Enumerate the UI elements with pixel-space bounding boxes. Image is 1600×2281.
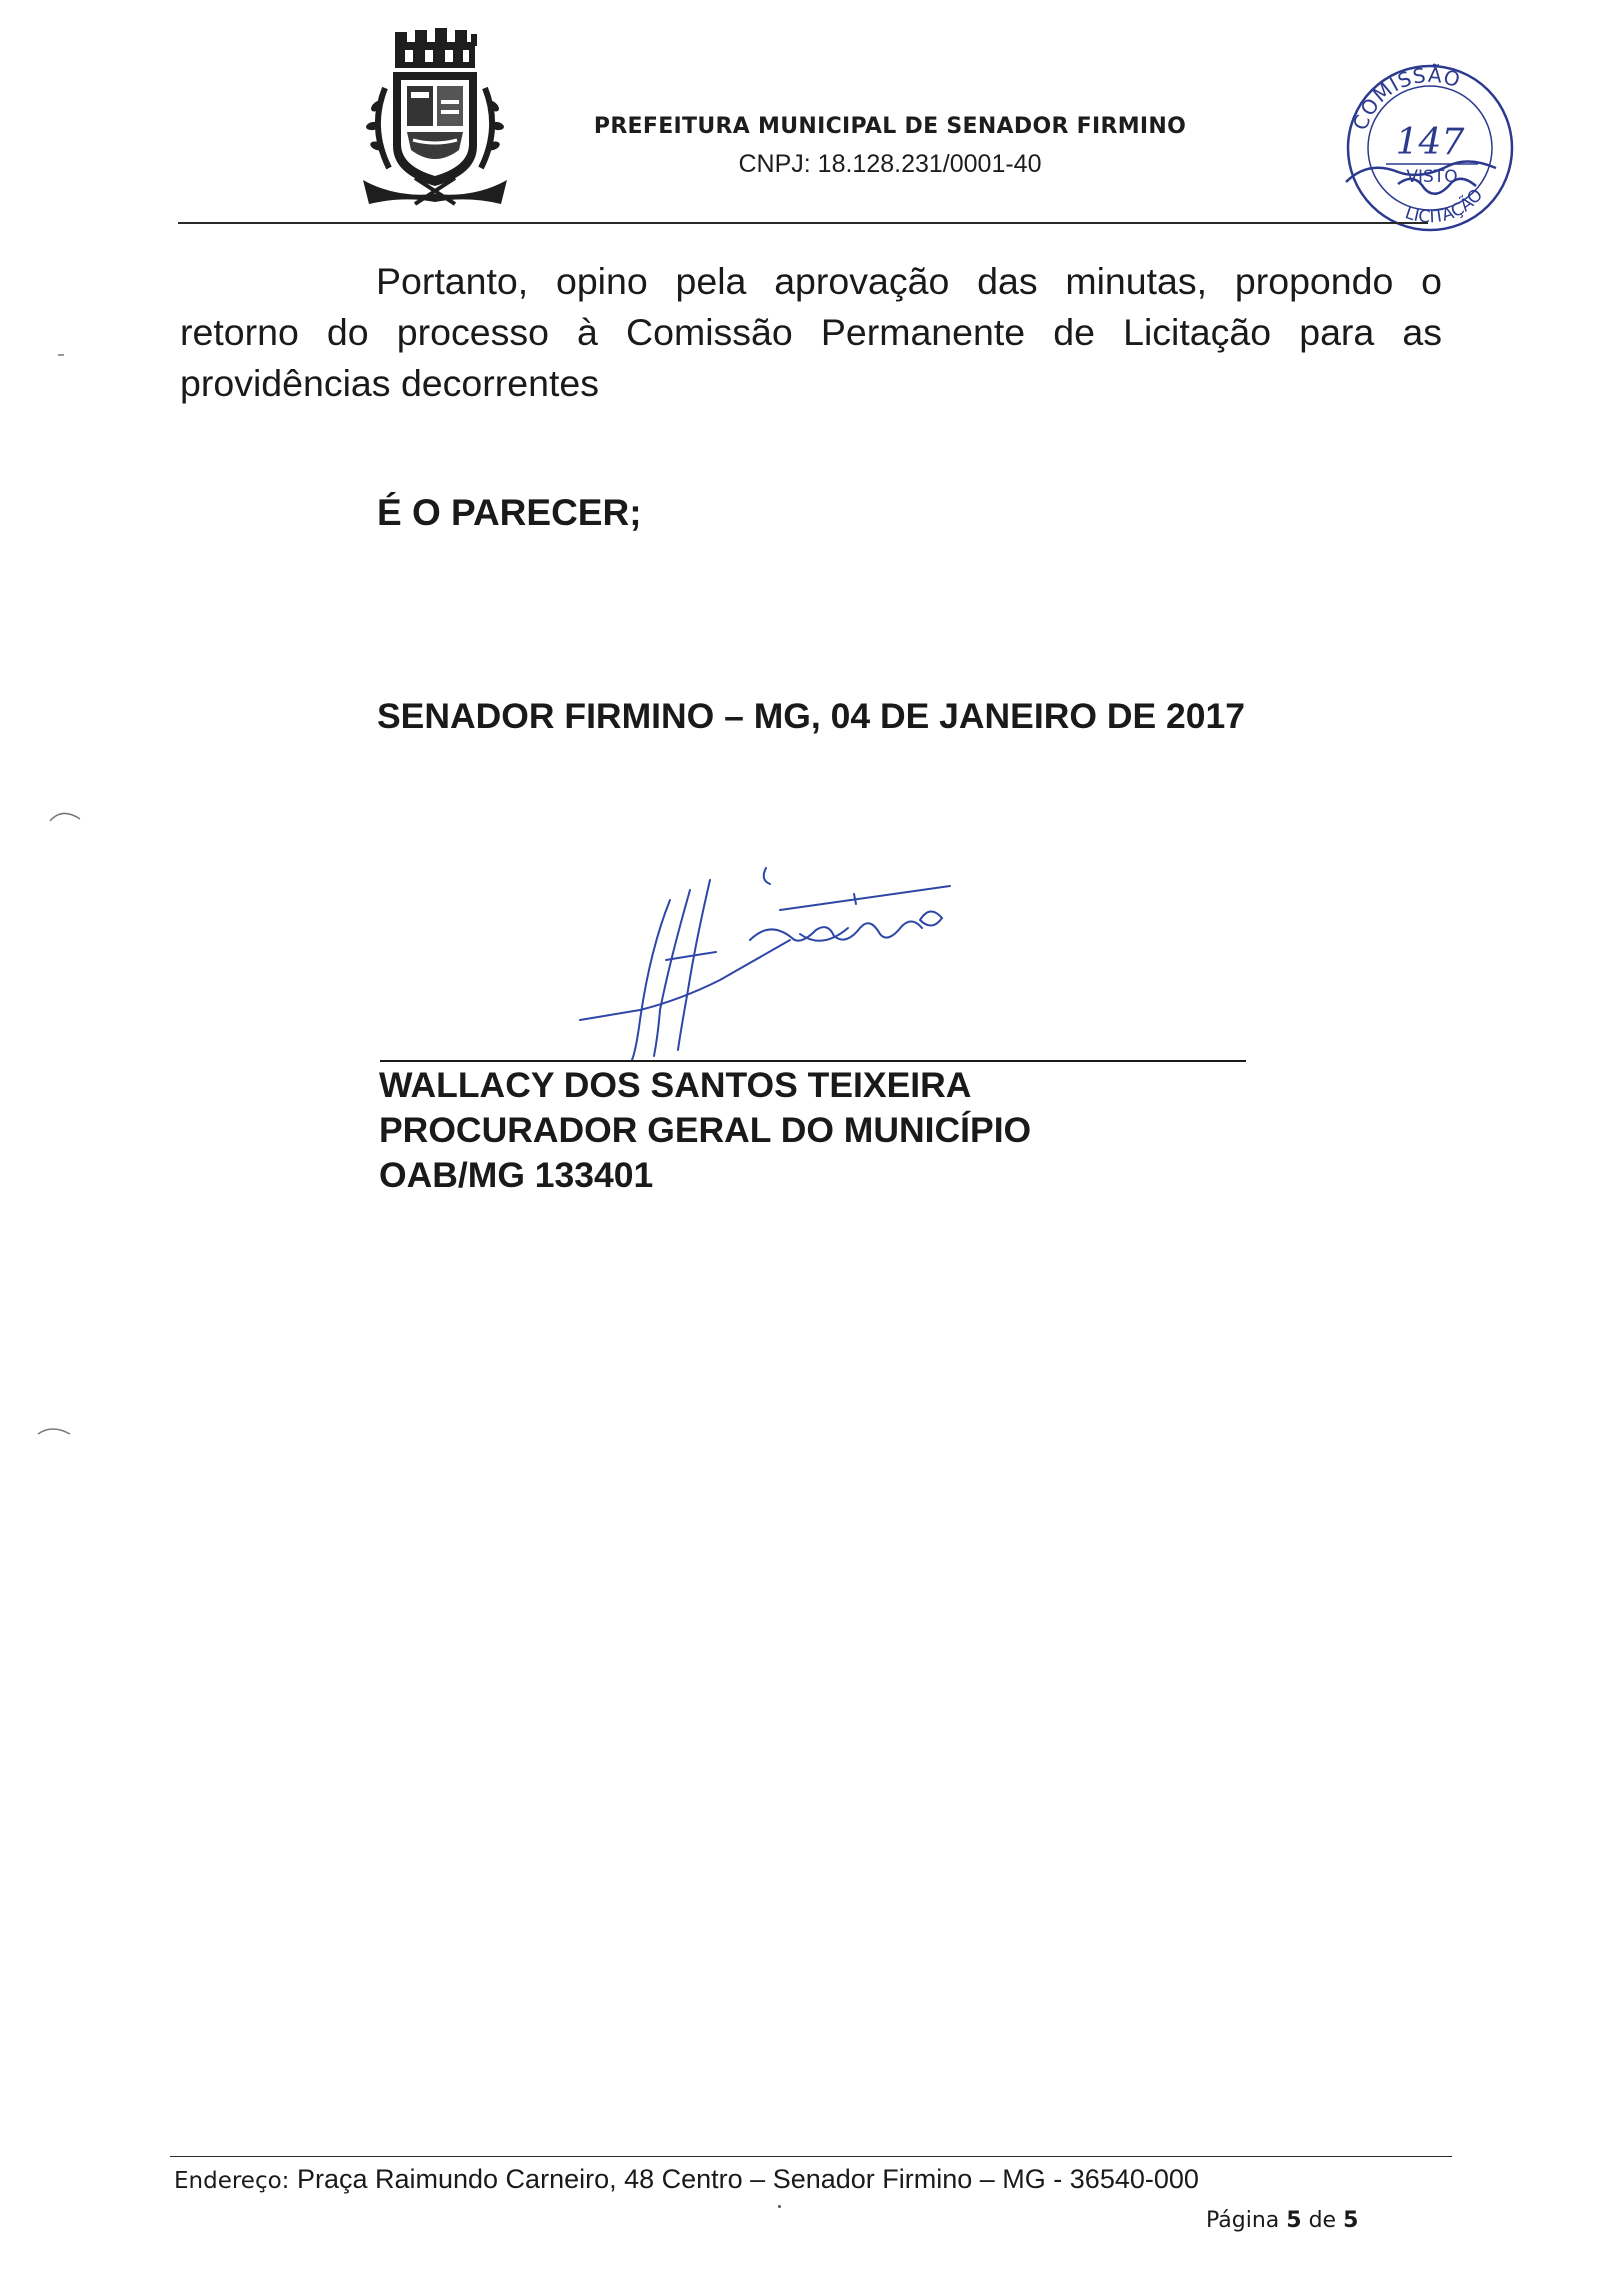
- page-total: 5: [1343, 2208, 1359, 2233]
- stamp-bottom-text: LICITAÇÃO: [1402, 185, 1488, 228]
- signer-name: WALLACY DOS SANTOS TEIXEIRA: [379, 1065, 972, 1105]
- signature-line: [380, 1060, 1246, 1062]
- footer-address: [174, 2164, 1199, 2195]
- stamp-top-text: COMISSÃO: [1347, 62, 1464, 134]
- address-text: Praça Raimundo Carneiro, 48 Centro – Senador Firmino – MG - 36540-000: [296, 2164, 1199, 2194]
- page-current: 5: [1286, 2208, 1302, 2233]
- opinion-paragraph: Portanto, opino pela aprovação das minutas, propondo o retorno do processo à Comissão Permanente de Licitação para as providências decorrentes: [180, 260, 1442, 404]
- place-and-date: SENADOR FIRMINO – MG, 04 DE JANEIRO DE 2017: [377, 696, 1245, 736]
- closing-statement: É O PARECER;: [377, 492, 642, 533]
- cnpj-number: CNPJ: 18.128.231/0001-40: [738, 150, 1042, 178]
- margin-mark: [34, 1420, 74, 1440]
- address-label: Endereço:: [174, 2168, 290, 2194]
- stamp-page-number: 147: [1395, 122, 1465, 163]
- header-divider: [178, 222, 1428, 224]
- signer-title: PROCURADOR GERAL DO MUNICÍPIO: [379, 1110, 1032, 1150]
- margin-dash: [58, 354, 64, 356]
- page-indicator: [1206, 2208, 1358, 2233]
- institution-name: PREFEITURA MUNICIPAL DE SENADOR FIRMINO: [593, 114, 1187, 139]
- commission-stamp: [1328, 52, 1528, 232]
- stamp-middle-text: VISTO: [1406, 167, 1458, 187]
- handwritten-signature: [570, 860, 990, 1080]
- page-of: de: [1308, 2208, 1337, 2233]
- footer-divider: [170, 2156, 1452, 2157]
- margin-mark: [46, 805, 86, 825]
- signer-registration: OAB/MG 133401: [379, 1155, 654, 1195]
- signer-block: [379, 1063, 1031, 1198]
- page-label: Página: [1206, 2208, 1280, 2233]
- stray-dot: [778, 2205, 781, 2208]
